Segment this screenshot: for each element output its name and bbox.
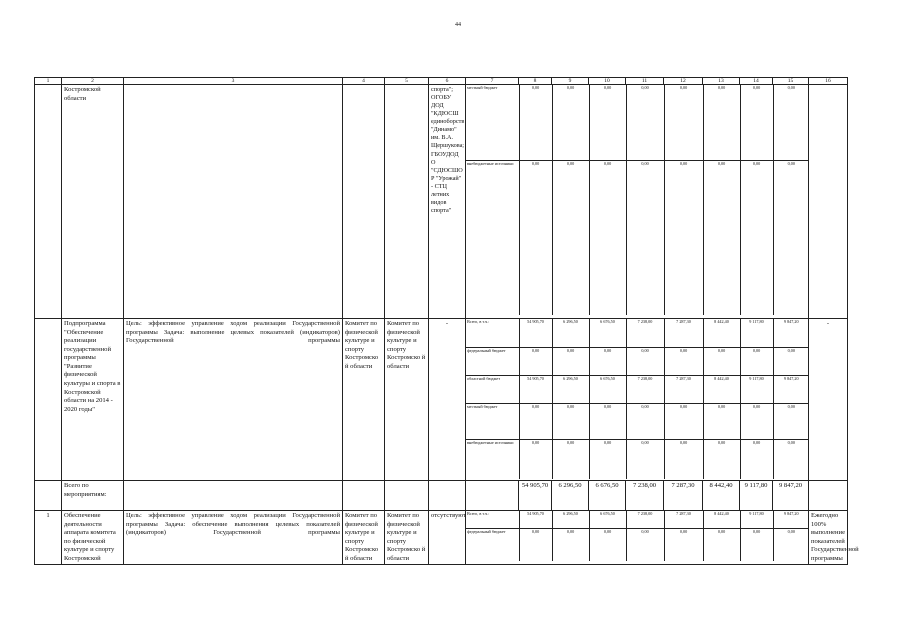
amount-value: 0,00 <box>664 85 703 160</box>
amount-value: 0,00 <box>703 403 740 439</box>
amount-value: 0,00 <box>664 160 703 315</box>
col1-cell <box>35 319 62 481</box>
column-number-cell: 9 <box>552 78 589 85</box>
amount-value: 0,00 <box>740 347 773 375</box>
executor-cell: Комитет по физической культуре и спорту Костромско й области <box>343 511 385 565</box>
amount-value: 0,00 <box>703 528 740 561</box>
executor-cell <box>343 85 385 319</box>
coexecutor-cell: Комитет по физической культуре и спорту Костромско й области <box>385 319 429 481</box>
finance-row <box>466 85 809 160</box>
amount-value: 0,00 <box>552 85 589 160</box>
coexecutor-cell <box>385 85 429 319</box>
page-number: 44 <box>455 22 461 28</box>
amount-value: 54 905,70 <box>519 375 552 403</box>
amount-value: 9 117,80 <box>740 511 773 528</box>
amount-value: 6 676,50 <box>589 375 626 403</box>
column-number-cell: 4 <box>343 78 385 85</box>
amount-value: 0,00 <box>552 403 589 439</box>
col1-cell <box>35 85 62 319</box>
amount-value: 54 905,70 <box>519 319 552 347</box>
column-number-cell: 13 <box>703 78 740 85</box>
column-numbers-row <box>35 78 848 85</box>
amount-value: 7 238,00 <box>626 511 664 528</box>
amount-value: 0,00 <box>740 439 773 479</box>
amount-value: 0,00 <box>519 439 552 479</box>
finance-row <box>466 511 809 528</box>
amount-value: 0,00 <box>519 347 552 375</box>
amount-value: 0,00 <box>589 85 626 160</box>
program-table <box>34 77 859 565</box>
amount-value: 0,00 <box>519 160 552 315</box>
executor-cell: Комитет по физической культуре и спорту Костромско й области <box>343 319 385 481</box>
goal-cell <box>124 85 343 319</box>
result-cell: - <box>809 319 848 481</box>
amount-value: 8 442,40 <box>703 375 740 403</box>
amount-value: 0,00 <box>626 160 664 315</box>
amount-value: 0,00 <box>664 439 703 479</box>
amount-value: 8 442,40 <box>703 511 740 528</box>
amount-value: 0,00 <box>552 347 589 375</box>
amount-value: 0,00 <box>664 528 703 561</box>
amount-value: 9 847,20 <box>773 511 809 528</box>
amount-value: 6 296,50 <box>552 511 589 528</box>
finance-cell <box>466 319 809 481</box>
subprogram-name-cell: Подпрограмма "Обеспечение реализации государственной программы "Развитие физической культуры и спорта в Костромской области на 2014 - 2020 годы" <box>62 319 124 481</box>
amount-value: 0,00 <box>773 403 809 439</box>
row-number-cell: 1 <box>35 511 62 565</box>
total-value-cell: 6 296,50 <box>552 481 589 511</box>
finance-row <box>466 403 809 439</box>
amount-value: 9 117,80 <box>740 319 773 347</box>
amount-value: 0,00 <box>519 403 552 439</box>
column-number-cell: 11 <box>626 78 664 85</box>
empty-cell <box>124 481 343 511</box>
funding-source-label: федеральный бюджет <box>467 528 506 534</box>
column-number-cell: 7 <box>466 78 519 85</box>
amount-value: 0,00 <box>773 347 809 375</box>
empty-cell <box>809 481 848 511</box>
amount-value: 7 287,30 <box>664 375 703 403</box>
amount-value: 6 676,50 <box>589 319 626 347</box>
amount-value: 0,00 <box>740 160 773 315</box>
finance-row <box>466 439 809 479</box>
column-number-cell: 16 <box>809 78 848 85</box>
amount-value: 0,00 <box>740 85 773 160</box>
result-cell: Ежегодно 100% выполнение показателей Государственной программы <box>809 511 848 565</box>
amount-value: 0,00 <box>773 439 809 479</box>
amount-value: 54 905,70 <box>519 511 552 528</box>
amount-value: 9 847,20 <box>773 375 809 403</box>
empty-cell <box>429 481 466 511</box>
amount-value: 7 287,30 <box>664 319 703 347</box>
amount-value: 0,00 <box>773 160 809 315</box>
result-cell <box>809 85 848 319</box>
total-value-cell: 9 117,80 <box>740 481 773 511</box>
amount-value: 0,00 <box>626 439 664 479</box>
table-row <box>35 85 848 319</box>
column-number-cell: 3 <box>124 78 343 85</box>
finance-row <box>466 347 809 375</box>
participants-cell: - <box>429 319 466 481</box>
amount-value: 0,00 <box>740 528 773 561</box>
amount-value: 0,00 <box>773 85 809 160</box>
column-number-cell: 12 <box>664 78 703 85</box>
participants-cell: спорта"; ОГОБУ ДОД "КДЮСШ единоборств "Динамо" им. В.А. Щершукова; ГБОУДОД О "СДЮСШО Р "Урожай" - СТЦ летних видов спорта" <box>429 85 466 319</box>
amount-value: 8 442,40 <box>703 319 740 347</box>
table-row <box>35 511 848 565</box>
amount-value: 0,00 <box>589 347 626 375</box>
finance-table <box>466 319 809 479</box>
amount-value: 0,00 <box>664 347 703 375</box>
amount-value: 7 238,00 <box>626 319 664 347</box>
amount-value: 0,00 <box>552 528 589 561</box>
table-row <box>35 481 848 511</box>
col1-cell <box>35 481 62 511</box>
finance-cell <box>466 511 809 565</box>
finance-cell <box>466 85 809 319</box>
empty-cell <box>343 481 385 511</box>
column-number-cell: 15 <box>773 78 809 85</box>
amount-value: 0,00 <box>626 528 664 561</box>
funding-source-label: Всего, в т.ч.: <box>466 511 519 528</box>
amount-value: 9 117,80 <box>740 375 773 403</box>
finance-table <box>466 511 809 561</box>
finance-row <box>466 160 809 315</box>
empty-cell <box>466 481 519 511</box>
total-value-cell: 7 238,00 <box>626 481 664 511</box>
amount-value: 0,00 <box>626 347 664 375</box>
participants-cell: отсутствуют <box>429 511 466 565</box>
activity-name-cell: Обеспечение деятельности аппарата комитета по физической культуре и спорту Костромской <box>62 511 124 565</box>
amount-value: 0,00 <box>626 403 664 439</box>
amount-value: 0,00 <box>519 85 552 160</box>
amount-value: 0,00 <box>664 403 703 439</box>
column-number-cell: 14 <box>740 78 773 85</box>
total-value-cell: 7 287,30 <box>664 481 703 511</box>
amount-value: 0,00 <box>552 160 589 315</box>
funding-source-label: Всего, в т.ч.: <box>466 319 519 347</box>
column-number-cell: 5 <box>385 78 429 85</box>
amount-value: 0,00 <box>740 403 773 439</box>
amount-value: 0,00 <box>626 85 664 160</box>
amount-value: 0,00 <box>589 160 626 315</box>
amount-value: 0,00 <box>703 347 740 375</box>
funding-source-label: местный бюджет <box>466 85 519 160</box>
amount-value: 0,00 <box>589 528 626 561</box>
funding-source-label: местный бюджет <box>466 403 519 439</box>
amount-value: 0,00 <box>773 528 809 561</box>
amount-value: 0,00 <box>519 528 552 561</box>
empty-cell <box>385 481 429 511</box>
finance-row <box>466 319 809 347</box>
amount-value: 9 847,20 <box>773 319 809 347</box>
goal-cell: Цель: эффективное управление ходом реализации Государственной программы Задача: выполнение целевых показателей (индикаторов) Государственной программы <box>124 319 343 481</box>
amount-value: 6 296,50 <box>552 319 589 347</box>
amount-value: 6 296,50 <box>552 375 589 403</box>
funding-source-label: федеральный бюджет <box>466 347 519 375</box>
column-number-cell: 2 <box>62 78 124 85</box>
table-row <box>35 319 848 481</box>
amount-value: 6 676,50 <box>589 511 626 528</box>
funding-source-label: областной бюджет <box>466 375 519 403</box>
funding-source-label: внебюджетные источники <box>467 160 514 166</box>
finance-row <box>466 375 809 403</box>
amount-value: 0,00 <box>703 439 740 479</box>
total-value-cell: 6 676,50 <box>589 481 626 511</box>
column-number-cell: 10 <box>589 78 626 85</box>
amount-value: 7 287,30 <box>664 511 703 528</box>
program-name-cell: Костромской области <box>62 85 124 319</box>
funding-source-label: внебюджетные источники <box>467 439 514 445</box>
total-value-cell: 9 847,20 <box>773 481 809 511</box>
finance-row <box>466 528 809 561</box>
column-number-cell: 8 <box>519 78 552 85</box>
amount-value: 0,00 <box>589 439 626 479</box>
finance-table <box>466 85 809 315</box>
goal-cell: Цель: эффективное управление ходом реализации Государственной программы Задача: обеспечение выполнения целевых показателей (индикаторов) Государственной программы <box>124 511 343 565</box>
amount-value: 0,00 <box>703 160 740 315</box>
amount-value: 0,00 <box>703 85 740 160</box>
total-label-cell: Всего по мероприятиям: <box>62 481 124 511</box>
coexecutor-cell: Комитет по физической культуре и спорту Костромско й области <box>385 511 429 565</box>
amount-value: 0,00 <box>589 403 626 439</box>
column-number-cell: 6 <box>429 78 466 85</box>
amount-value: 7 238,00 <box>626 375 664 403</box>
total-value-cell: 54 905,70 <box>519 481 552 511</box>
total-value-cell: 8 442,40 <box>703 481 740 511</box>
amount-value: 0,00 <box>552 439 589 479</box>
column-number-cell: 1 <box>35 78 62 85</box>
